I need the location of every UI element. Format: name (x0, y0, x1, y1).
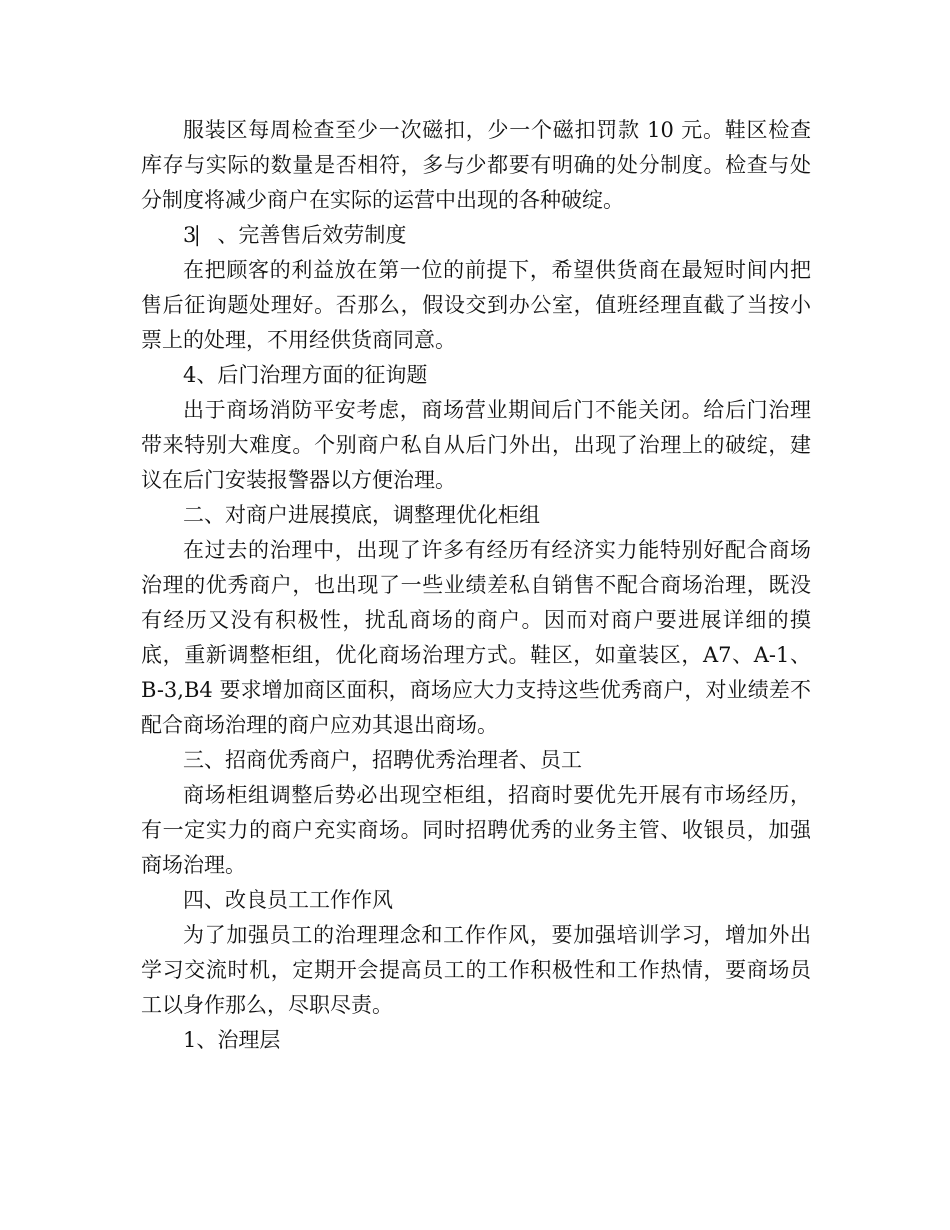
paragraph-merchant-survey: 在过去的治理中，出现了许多有经历有经济实力能特别好配合商场治理的优秀商户，也出现了一些业绩差私自销售不配合商场治理，既没有经历又没有积极性，扰乱商场的商户。因而对商户要进展详细的摸底，重新调整柜组，优化商场治理方式。鞋区，如童装区，A7、A-1、B-3,B4 要求增加商区面积，商场应大力支持这些优秀商户，对业绩差不配合商场治理的商户应劝其退出商场。 (141, 538, 811, 737)
paragraph-recruit-merchants: 商场柜组调整后势必出现空柜组，招商时要优先开展有市场经历，有一定实力的商户充实商场。同时招聘优秀的业务主管、收银员，加强商场治理。 (141, 783, 811, 877)
paragraph-magnetic-tag-inspection: 服装区每周检查至少一次磁扣，少一个磁扣罚款 10 元。鞋区检查库存与实际的数量是否相符，多与少都要有明确的处分制度。检查与处分制度将减少商户在实际的运营中出现的各种破绽。 (141, 118, 811, 212)
paragraph-back-door-management: 出于商场消防平安考虑，商场营业期间后门不能关闭。给后门治理带来特别大难度。个别商户私自从后门外出，出现了治理上的破绽，建议在后门安装报警器以方便治理。 (141, 398, 811, 492)
heading-staff-work-style: 四、改良员工工作作风 (183, 888, 393, 912)
heading-back-door-management: 4、后门治理方面的征询题 (183, 363, 428, 387)
document-body (141, 113, 811, 1058)
heading-merchant-survey: 二、对商户进展摸底，调整理优化柜组 (183, 503, 540, 527)
heading-after-sales-service: 3⎸、完善售后效劳制度 (183, 223, 407, 247)
heading-recruit-merchants: 三、招商优秀商户，招聘优秀治理者、员工 (183, 748, 582, 772)
paragraph-after-sales-service: 在把顾客的利益放在第一位的前提下，希望供货商在最短时间内把售后征询题处理好。否那么，假设交到办公室，值班经理直截了当按小票上的处理，不用经供货商同意。 (141, 258, 811, 352)
heading-management-layer: 1、治理层 (183, 1028, 281, 1052)
paragraph-staff-work-style: 为了加强员工的治理理念和工作作风，要加强培训学习，增加外出学习交流时机，定期开会提高员工的工作积极性和工作热情，要商场员工以身作那么，尽职尽责。 (141, 923, 811, 1017)
